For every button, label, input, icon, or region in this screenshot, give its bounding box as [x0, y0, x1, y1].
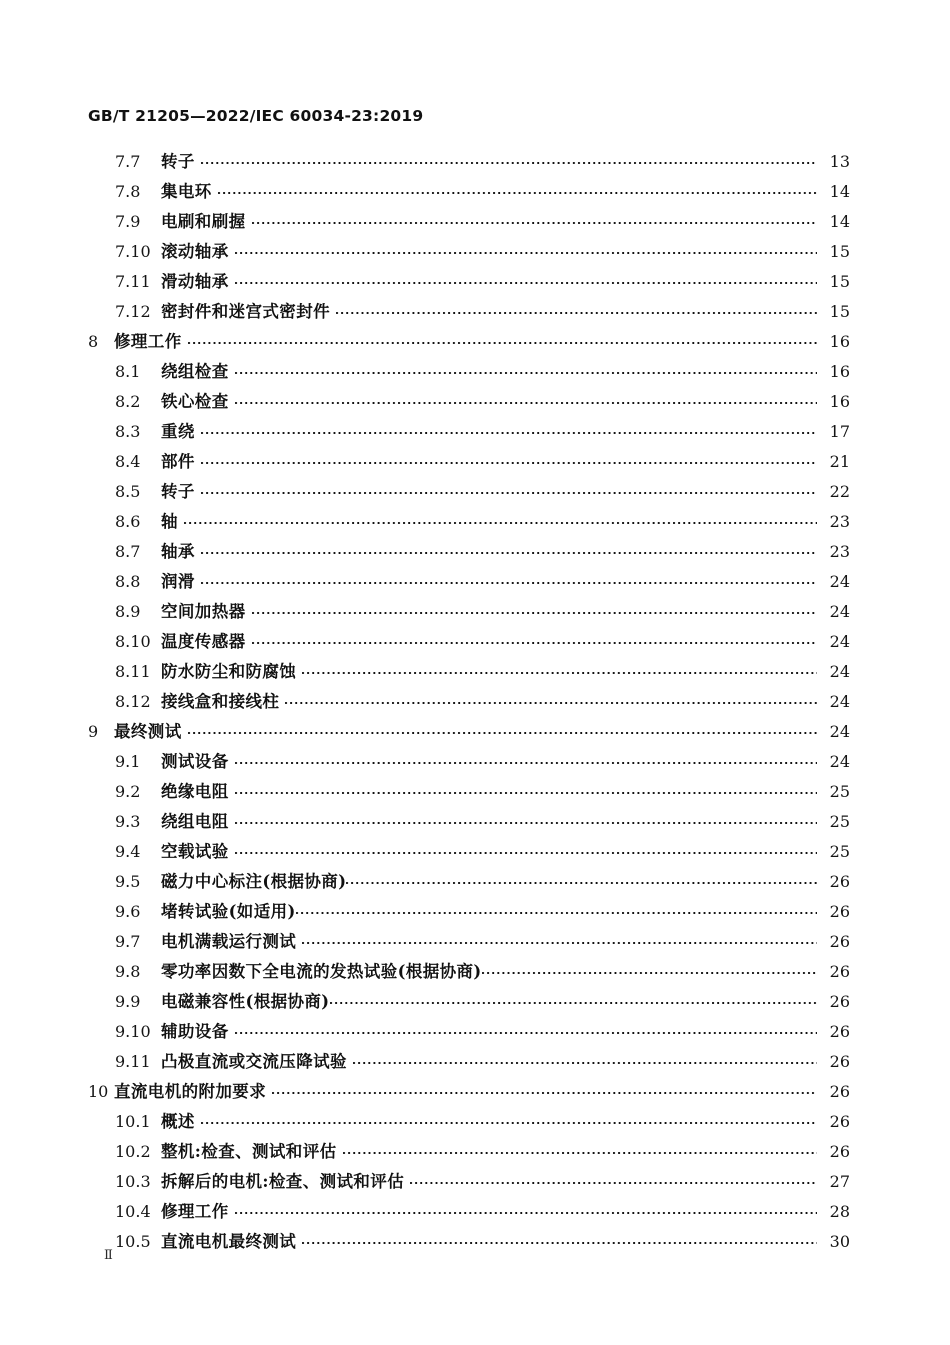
toc-entry-label: 测试设备: [161, 752, 229, 771]
toc-entry-label: 润滑: [161, 572, 195, 591]
toc-dot-leader: [272, 1081, 817, 1098]
toc-entry[interactable]: [88, 778, 850, 808]
toc-entry-page-number: 24: [829, 572, 850, 591]
toc-entry[interactable]: [88, 448, 850, 478]
toc-entry[interactable]: [88, 298, 850, 328]
toc-entry-page-number: 22: [829, 482, 850, 501]
toc-entry[interactable]: [88, 1228, 850, 1258]
toc-entry[interactable]: [88, 358, 850, 388]
toc-dot-leader: [482, 961, 817, 978]
running-header-standard-id: GB/T 21205—2022/IEC 60034-23:2019: [88, 107, 424, 125]
toc-entry-label: 磁力中心标注(根据协商): [161, 872, 347, 891]
toc-entry[interactable]: [88, 268, 850, 298]
toc-entry[interactable]: [88, 1018, 850, 1048]
toc-entry-label: 电刷和刷握: [161, 212, 246, 231]
page-folio: Ⅱ: [104, 1248, 113, 1263]
toc-entry[interactable]: [88, 1078, 850, 1108]
toc-entry-number: 9.9: [115, 992, 141, 1011]
toc-entry[interactable]: [88, 478, 850, 508]
toc-entry-number: 10.2: [115, 1142, 151, 1161]
toc-entry[interactable]: [88, 958, 850, 988]
toc-entry-page-number: 13: [829, 152, 850, 171]
toc-entry[interactable]: [88, 658, 850, 688]
toc-dot-leader: [235, 751, 817, 768]
toc-entry-label: 绕组电阻: [161, 812, 229, 831]
toc-entry-number: 8.3: [115, 422, 141, 441]
toc-dot-leader: [252, 601, 818, 618]
toc-entry-number: 7.9: [115, 212, 141, 231]
toc-dot-leader: [201, 421, 817, 438]
toc-entry-number: 8.6: [115, 512, 141, 531]
toc-entry-number: 10.1: [115, 1112, 151, 1131]
toc-entry-number: 9.3: [115, 812, 141, 831]
toc-entry-label: 辅助设备: [161, 1022, 229, 1041]
toc-entry-number: 9.6: [115, 902, 141, 921]
toc-dot-leader: [252, 631, 818, 648]
toc-entry-label: 绕组检查: [161, 362, 229, 381]
toc-entry-label: 修理工作: [114, 332, 182, 351]
toc-entry-label: 防水防尘和防腐蚀: [161, 662, 297, 681]
toc-dot-leader: [353, 1051, 817, 1068]
toc-entry-page-number: 23: [829, 542, 850, 561]
toc-entry-label: 概述: [161, 1112, 195, 1131]
toc-dot-leader: [235, 841, 817, 858]
toc-entry-number: 9.7: [115, 932, 141, 951]
toc-dot-leader: [201, 571, 817, 588]
toc-entry-label: 堵转试验(如适用): [161, 902, 296, 921]
table-of-contents: [88, 148, 850, 1258]
toc-dot-leader: [302, 661, 817, 678]
toc-entry[interactable]: [88, 988, 850, 1018]
toc-entry-number: 8.1: [115, 362, 141, 381]
toc-entry-label: 绝缘电阻: [161, 782, 229, 801]
toc-dot-leader: [201, 151, 817, 168]
toc-entry-label: 滑动轴承: [161, 272, 229, 291]
toc-entry[interactable]: [88, 808, 850, 838]
toc-entry-page-number: 24: [829, 692, 850, 711]
toc-entry-label: 铁心检查: [161, 392, 229, 411]
toc-entry-number: 9.11: [115, 1052, 151, 1071]
toc-dot-leader: [336, 301, 817, 318]
toc-entry-number: 7.12: [115, 302, 151, 321]
toc-entry-number: 8.10: [115, 632, 151, 651]
toc-dot-leader: [302, 1231, 817, 1248]
toc-entry-label: 直流电机最终测试: [161, 1232, 297, 1251]
toc-dot-leader: [296, 901, 817, 918]
toc-entry-page-number: 24: [829, 632, 850, 651]
toc-entry-page-number: 21: [829, 452, 850, 471]
toc-entry-page-number: 27: [829, 1172, 850, 1191]
toc-entry-page-number: 15: [829, 272, 850, 291]
toc-entry-number: 8.4: [115, 452, 141, 471]
toc-entry-page-number: 26: [829, 1112, 850, 1131]
toc-dot-leader: [235, 811, 817, 828]
toc-entry-number: 8: [88, 332, 99, 351]
toc-entry-number: 8.9: [115, 602, 141, 621]
toc-entry-number: 9.1: [115, 752, 141, 771]
toc-dot-leader: [235, 241, 817, 258]
toc-entry-number: 7.7: [115, 152, 141, 171]
toc-dot-leader: [235, 361, 817, 378]
toc-entry-number: 9: [88, 722, 99, 741]
toc-entry-label: 空间加热器: [161, 602, 246, 621]
toc-entry-label: 滚动轴承: [161, 242, 229, 261]
toc-entry-number: 8.7: [115, 542, 141, 561]
toc-entry-number: 9.5: [115, 872, 141, 891]
toc-dot-leader: [330, 991, 817, 1008]
toc-entry-page-number: 26: [829, 992, 850, 1011]
toc-entry-label: 直流电机的附加要求: [114, 1082, 267, 1101]
toc-dot-leader: [410, 1171, 817, 1188]
toc-entry-page-number: 17: [829, 422, 850, 441]
toc-dot-leader: [235, 391, 817, 408]
toc-entry-page-number: 26: [829, 872, 850, 891]
toc-entry[interactable]: [88, 748, 850, 778]
toc-entry-label: 整机:检查、测试和评估: [161, 1142, 337, 1161]
toc-dot-leader: [235, 1201, 817, 1218]
toc-dot-leader: [184, 511, 817, 528]
toc-dot-leader: [235, 781, 817, 798]
toc-entry-label: 转子: [161, 482, 195, 501]
toc-entry-page-number: 24: [829, 752, 850, 771]
toc-entry-number: 8.5: [115, 482, 141, 501]
toc-entry[interactable]: [88, 928, 850, 958]
toc-entry-label: 零功率因数下全电流的发热试验(根据协商): [161, 962, 482, 981]
toc-entry-label: 轴承: [161, 542, 195, 561]
toc-entry-page-number: 26: [829, 902, 850, 921]
toc-entry-label: 最终测试: [114, 722, 182, 741]
toc-entry-page-number: 24: [829, 602, 850, 621]
toc-entry[interactable]: [88, 508, 850, 538]
toc-entry-label: 密封件和迷宫式密封件: [161, 302, 330, 321]
toc-entry-number: 7.8: [115, 182, 141, 201]
toc-dot-leader: [346, 871, 817, 888]
toc-entry-page-number: 26: [829, 1022, 850, 1041]
toc-entry[interactable]: [88, 328, 850, 358]
toc-entry-label: 转子: [161, 152, 195, 171]
toc-entry[interactable]: [88, 1168, 850, 1198]
toc-entry[interactable]: [88, 388, 850, 418]
toc-dot-leader: [218, 181, 817, 198]
toc-entry-label: 接线盒和接线柱: [161, 692, 280, 711]
toc-dot-leader: [201, 481, 817, 498]
toc-entry-page-number: 25: [829, 842, 850, 861]
toc-entry-label: 电磁兼容性(根据协商): [161, 992, 330, 1011]
toc-entry[interactable]: [88, 1138, 850, 1168]
toc-dot-leader: [285, 691, 817, 708]
toc-entry-page-number: 28: [829, 1202, 850, 1221]
toc-entry[interactable]: [88, 598, 850, 628]
toc-entry-number: 9.2: [115, 782, 141, 801]
toc-entry-page-number: 15: [829, 242, 850, 261]
toc-dot-leader: [201, 451, 817, 468]
toc-entry-page-number: 14: [829, 182, 850, 201]
toc-dot-leader: [302, 931, 817, 948]
toc-dot-leader: [235, 271, 817, 288]
toc-entry-page-number: 26: [829, 1082, 850, 1101]
toc-entry[interactable]: [88, 418, 850, 448]
toc-entry-page-number: 26: [829, 1052, 850, 1071]
toc-entry-label: 重绕: [161, 422, 195, 441]
toc-entry[interactable]: [88, 1198, 850, 1228]
toc-entry-page-number: 26: [829, 1142, 850, 1161]
toc-entry-page-number: 26: [829, 932, 850, 951]
toc-entry-number: 7.11: [115, 272, 151, 291]
toc-entry-number: 8.11: [115, 662, 151, 681]
toc-entry-page-number: 16: [829, 362, 850, 381]
toc-entry-number: 9.8: [115, 962, 141, 981]
toc-entry[interactable]: [88, 628, 850, 658]
toc-entry-number: 9.10: [115, 1022, 151, 1041]
toc-entry[interactable]: [88, 238, 850, 268]
toc-entry[interactable]: [88, 868, 850, 898]
toc-entry[interactable]: [88, 1048, 850, 1078]
toc-entry-page-number: 24: [829, 722, 850, 741]
toc-dot-leader: [235, 1021, 817, 1038]
toc-entry[interactable]: [88, 178, 850, 208]
toc-dot-leader: [201, 541, 817, 558]
toc-entry-number: 10.3: [115, 1172, 151, 1191]
toc-dot-leader: [343, 1141, 818, 1158]
toc-entry[interactable]: [88, 838, 850, 868]
toc-entry-page-number: 24: [829, 662, 850, 681]
toc-entry[interactable]: [88, 718, 850, 748]
toc-entry-number: 8.2: [115, 392, 141, 411]
toc-dot-leader: [252, 211, 818, 228]
toc-entry-number: 7.10: [115, 242, 151, 261]
toc-entry-number: 9.4: [115, 842, 141, 861]
toc-entry-label: 修理工作: [161, 1202, 229, 1221]
toc-dot-leader: [188, 331, 817, 348]
toc-entry-label: 电机满载运行测试: [161, 932, 297, 951]
toc-entry[interactable]: [88, 568, 850, 598]
toc-entry-page-number: 30: [829, 1232, 850, 1251]
toc-entry-number: 10.5: [115, 1232, 151, 1251]
toc-dot-leader: [188, 721, 817, 738]
toc-entry[interactable]: [88, 688, 850, 718]
toc-entry-number: 10.4: [115, 1202, 151, 1221]
toc-entry-number: 8.8: [115, 572, 141, 591]
toc-entry-label: 轴: [161, 512, 178, 531]
toc-entry[interactable]: [88, 148, 850, 178]
toc-entry-label: 部件: [161, 452, 195, 471]
toc-entry[interactable]: [88, 208, 850, 238]
toc-entry-page-number: 23: [829, 512, 850, 531]
toc-entry-page-number: 26: [829, 962, 850, 981]
toc-entry-page-number: 14: [829, 212, 850, 231]
toc-entry[interactable]: [88, 538, 850, 568]
toc-entry-page-number: 16: [829, 332, 850, 351]
toc-entry-label: 集电环: [161, 182, 212, 201]
toc-entry-number: 8.12: [115, 692, 151, 711]
toc-entry-page-number: 16: [829, 392, 850, 411]
toc-entry-page-number: 15: [829, 302, 850, 321]
toc-entry-label: 凸极直流或交流压降试验: [161, 1052, 347, 1071]
toc-entry[interactable]: [88, 1108, 850, 1138]
toc-entry-number: 10: [88, 1082, 109, 1101]
toc-entry[interactable]: [88, 898, 850, 928]
toc-dot-leader: [201, 1111, 817, 1128]
toc-entry-page-number: 25: [829, 812, 850, 831]
toc-entry-label: 拆解后的电机:检查、测试和评估: [161, 1172, 405, 1191]
toc-entry-page-number: 25: [829, 782, 850, 801]
toc-entry-label: 空载试验: [161, 842, 229, 861]
toc-entry-label: 温度传感器: [161, 632, 246, 651]
